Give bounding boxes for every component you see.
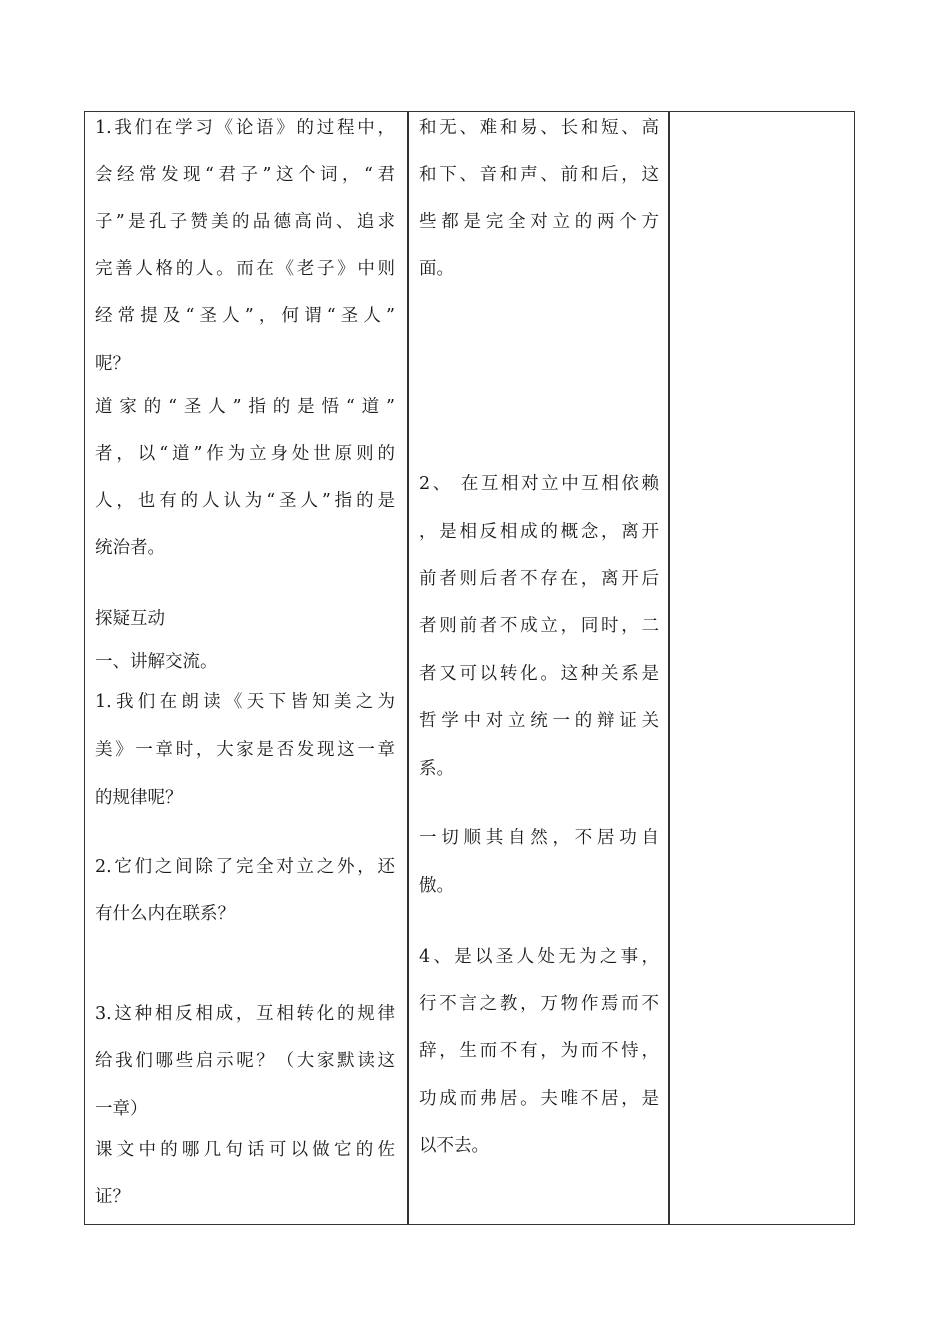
text-line: 功成而弗居。夫唯不居，是 bbox=[419, 1089, 659, 1109]
text-line: 呢？ bbox=[95, 354, 130, 374]
right-column-cell bbox=[670, 112, 854, 1224]
text-line: 者又可以转化。这种关系是 bbox=[419, 664, 659, 684]
text-line: 者，以“道”作为立身处世原则的 bbox=[95, 444, 395, 464]
text-line: 课文中的哪几句话可以做它的佐 bbox=[95, 1140, 395, 1160]
text-line: 4、是以圣人处无为之事， bbox=[419, 947, 659, 967]
text-line: 1.我们在学习《论语》的过程中， bbox=[95, 118, 395, 138]
text-line: 一切顺其自然，不居功自 bbox=[419, 828, 659, 848]
text-line: 1.我们在朗读《天下皆知美之为 bbox=[95, 692, 395, 712]
text-line: 的规律呢？ bbox=[95, 788, 183, 808]
text-line: 会经常发现“君子”这个词，“君 bbox=[95, 165, 395, 185]
text-line: 完善人格的人。而在《老子》中则 bbox=[95, 259, 395, 279]
text-line: 美》一章时，大家是否发现这一章 bbox=[95, 740, 395, 760]
text-line: 哲学中对立统一的辩证关 bbox=[419, 711, 659, 731]
text-line: 3.这种相反相成，互相转化的规律 bbox=[95, 1004, 395, 1024]
content-table bbox=[84, 111, 855, 1225]
text-line: 以不去。 bbox=[419, 1136, 489, 1156]
middle-column-cell bbox=[409, 112, 668, 1224]
text-line: 行不言之教，万物作焉而不 bbox=[419, 994, 659, 1014]
text-line: 一、讲解交流。 bbox=[95, 652, 218, 672]
text-line: 2、 在互相对立中互相依赖 bbox=[419, 474, 659, 494]
text-line: 前者则后者不存在，离开后 bbox=[419, 569, 659, 589]
text-line: 和无、难和易、长和短、高 bbox=[419, 118, 659, 138]
text-line: 经常提及“圣人”，何谓“圣人” bbox=[95, 306, 395, 326]
text-line: 一章） bbox=[95, 1099, 148, 1119]
text-line: 道家的“圣人”指的是悟“道” bbox=[95, 397, 395, 417]
text-line: ，是相反相成的概念，离开 bbox=[419, 522, 659, 542]
text-line: 和下、音和声、前和后，这 bbox=[419, 165, 659, 185]
text-line: 面。 bbox=[419, 259, 454, 279]
text-line: 证？ bbox=[95, 1187, 130, 1207]
text-line: 系。 bbox=[419, 759, 454, 779]
text-line: 人，也有的人认为“圣人”指的是 bbox=[95, 491, 395, 511]
text-line: 些都是完全对立的两个方 bbox=[419, 212, 659, 232]
text-line: 2.它们之间除了完全对立之外，还 bbox=[95, 857, 395, 877]
text-line: 傲。 bbox=[419, 876, 454, 896]
text-line: 统治者。 bbox=[95, 538, 165, 558]
text-line: 有什么内在联系？ bbox=[95, 904, 235, 924]
text-line: 子”是孔子赞美的品德高尚、追求 bbox=[95, 212, 395, 232]
text-line: 辞，生而不有，为而不恃， bbox=[419, 1041, 659, 1061]
left-column-cell bbox=[85, 112, 407, 1224]
text-line: 给我们哪些启示呢？（大家默读这 bbox=[95, 1051, 395, 1071]
section-heading: 探疑互动 bbox=[95, 609, 165, 629]
text-line: 者则前者不成立，同时，二 bbox=[419, 616, 659, 636]
